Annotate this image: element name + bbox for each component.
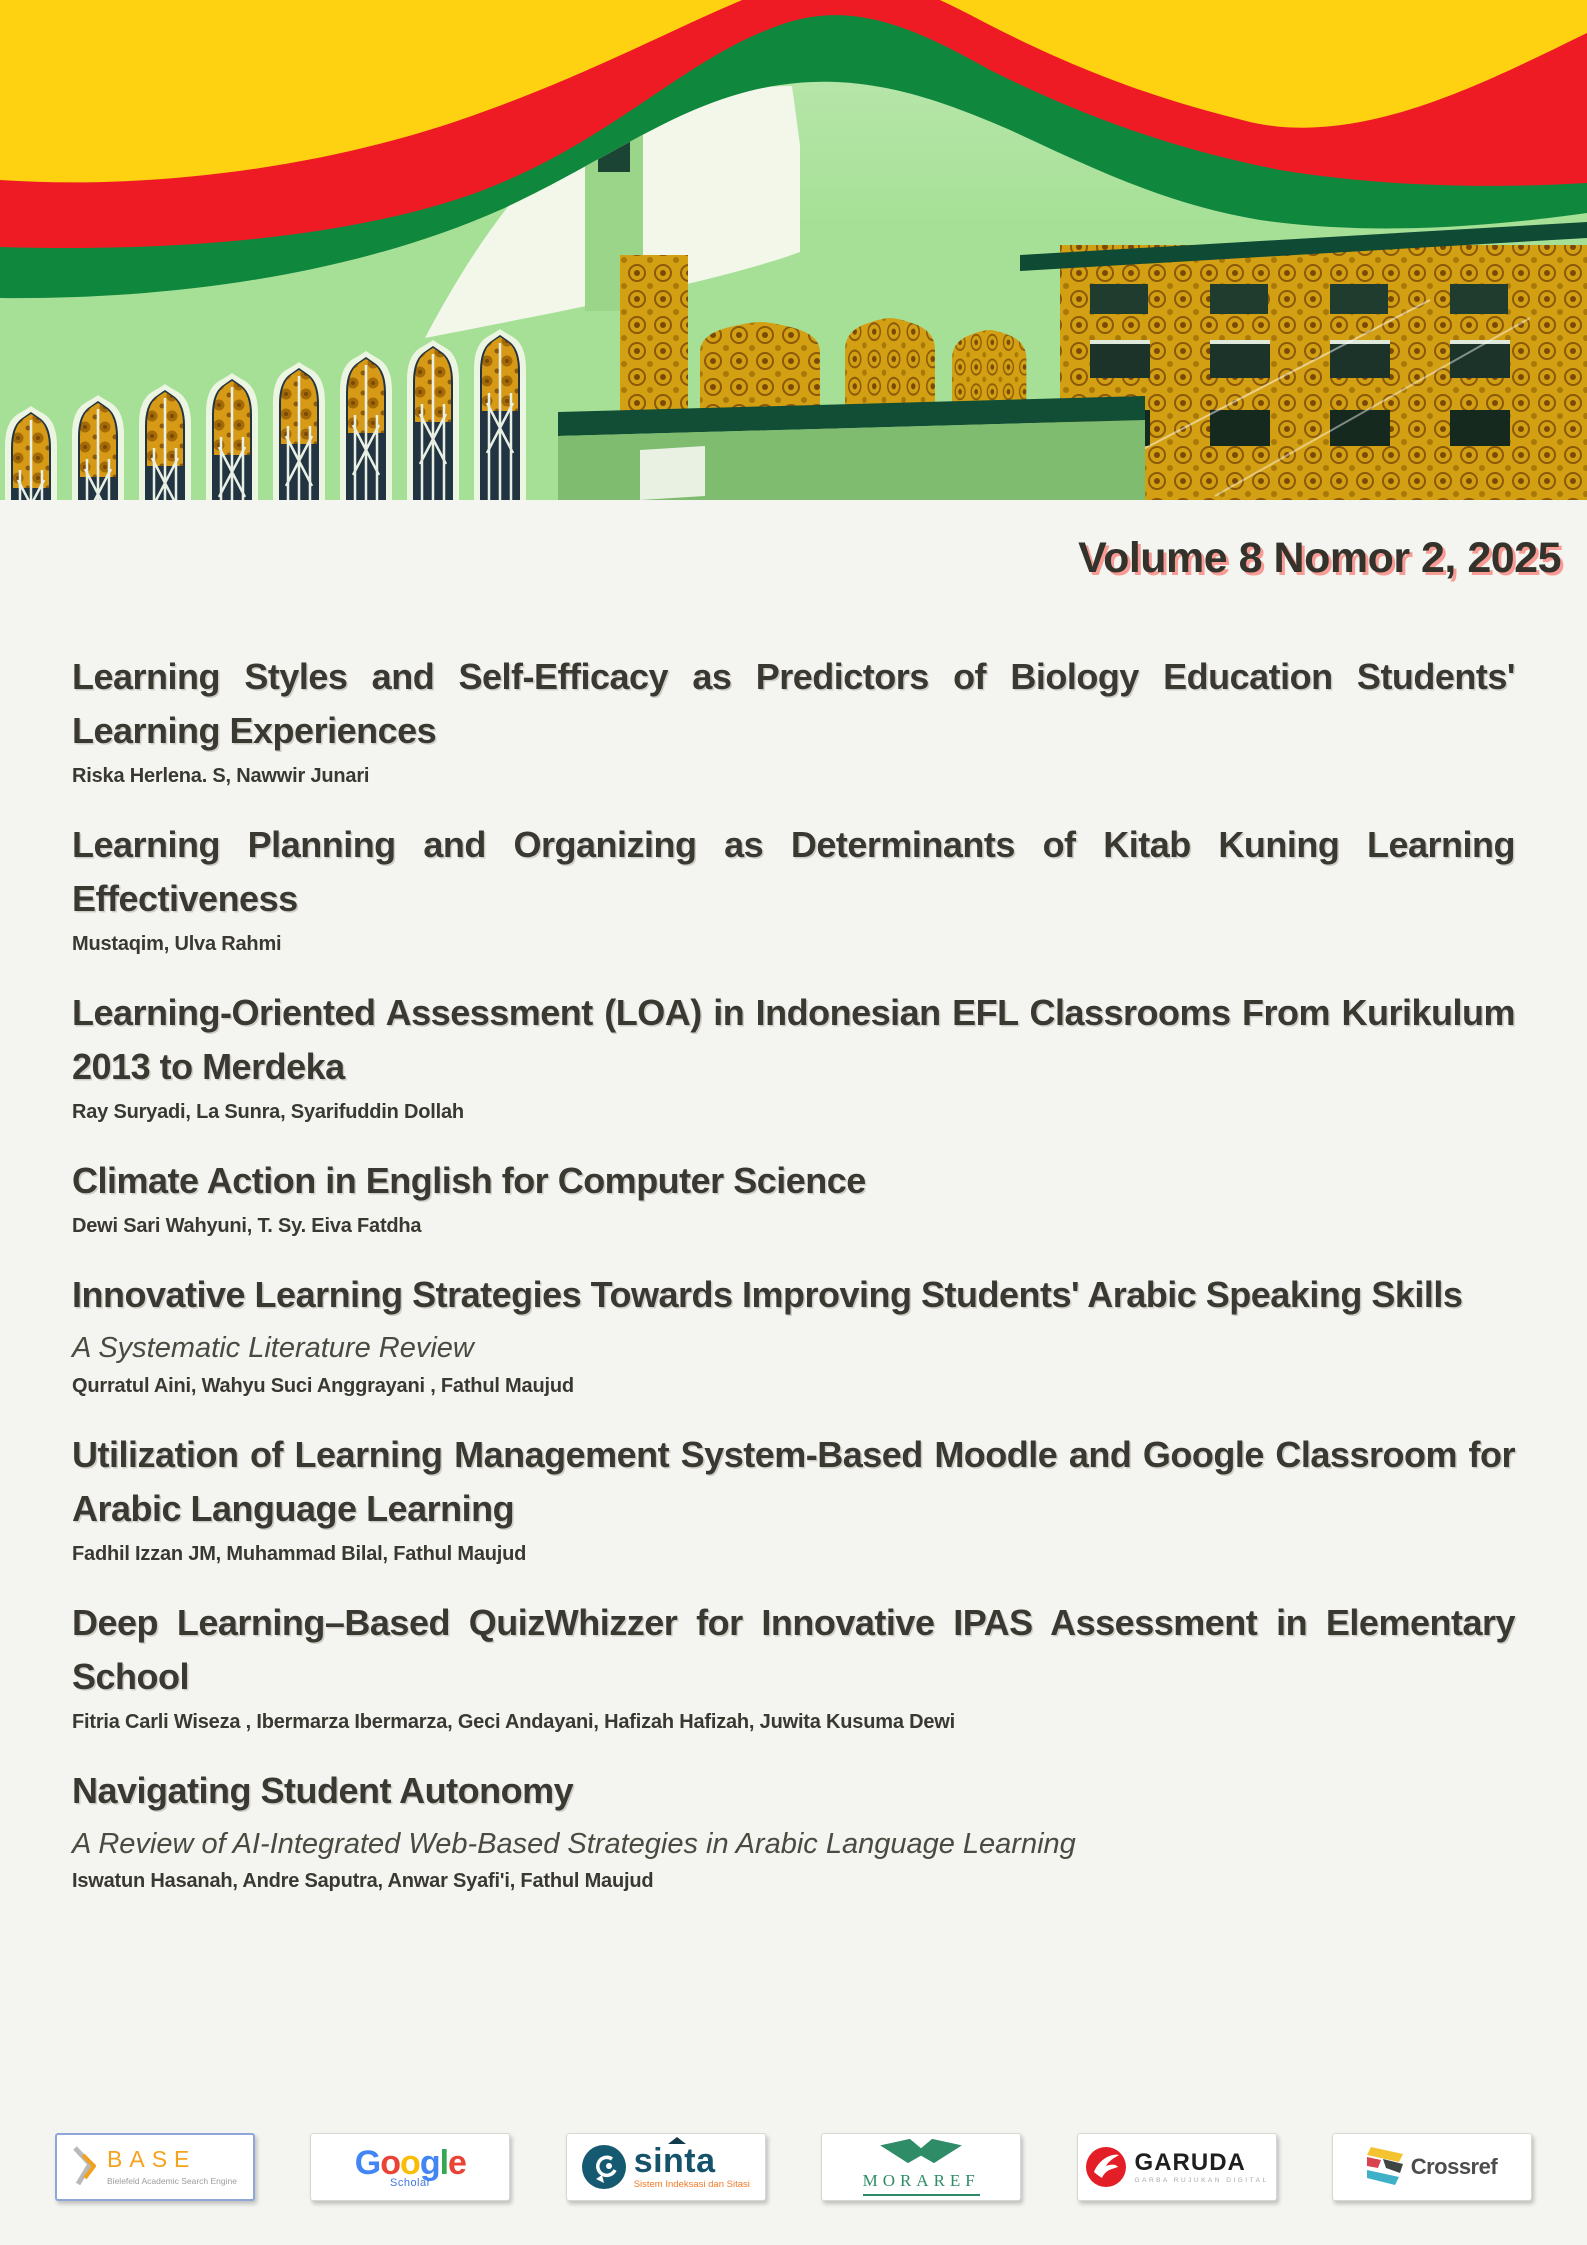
article-entry (72, 1154, 1515, 1238)
logo-google-scholar[interactable] (310, 2133, 510, 2201)
table-of-contents (72, 650, 1515, 1923)
google-letter: g (419, 2143, 440, 2182)
sinta-graduation-cap-icon (668, 2137, 686, 2144)
moraref-book-icon (875, 2138, 967, 2164)
article-title: Learning Planning and Organizing as Determinants of Kitab Kuning Learning Effectiveness (72, 824, 1515, 919)
article-entry (72, 650, 1515, 788)
garuda-tagline: GARBA RUJUKAN DIGITAL (1134, 2176, 1269, 2184)
article-entry (72, 1596, 1515, 1734)
logo-base[interactable] (55, 2133, 255, 2201)
article-title: Learning-Oriented Assessment (LOA) in Indonesian EFL Classrooms From Kurikulum 2013 to Merdeka (72, 992, 1515, 1087)
article-title: Navigating Student Autonomy (72, 1769, 574, 1811)
article-subtitle: A Systematic Literature Review (72, 1332, 474, 1364)
google-scholar-label: Scholar (389, 2176, 431, 2189)
article-authors: Mustaqim, Ulva Rahmi (72, 933, 282, 955)
base-tagline: Bielefeld Academic Search Engine (107, 2176, 237, 2186)
sinta-wordmark: sinta (633, 2142, 716, 2180)
article-authors: Qurratul Aini, Wahyu Suci Anggrayani , Fathul Maujud (72, 1374, 574, 1397)
google-letter: l (439, 2143, 449, 2182)
logo-crossref[interactable] (1332, 2133, 1532, 2201)
article-subtitle: A Review of AI-Integrated Web-Based Strategies in Arabic Language Learning (72, 1827, 1076, 1860)
article-authors: Fadhil Izzan JM, Muhammad Bilal, Fathul Maujud (72, 1542, 527, 1565)
google-wordmark (354, 2143, 466, 2182)
article-title: Deep Learning–Based QuizWhizzer for Innovative IPAS Assessment in Elementary School (72, 1601, 1515, 1697)
garuda-wordmark: GARUDA (1134, 2148, 1246, 2176)
issue-volume-label: Volume 8 Nomor 2, 2025 (1078, 534, 1561, 582)
article-entry (72, 986, 1515, 1124)
base-wordmark: BASE (107, 2146, 197, 2172)
base-chevron-icon (73, 2146, 99, 2188)
google-letter: G (354, 2143, 381, 2182)
sinta-tagline: Sistem Indeksasi dan Sitasi (633, 2179, 750, 2190)
crossref-chevrons-icon (1367, 2147, 1403, 2187)
indexing-logos-row (55, 2133, 1532, 2201)
google-letter: o (400, 2143, 420, 2182)
article-authors: Dewi Sari Wahyuni, T. Sy. Eiva Fatdha (72, 1215, 422, 1237)
google-letter: e (448, 2143, 466, 2182)
article-entry (72, 818, 1515, 956)
article-title: Utilization of Learning Management System-Based Moodle and Google Classroom for Arabic Language Learning (72, 1433, 1515, 1529)
garuda-bird-icon (1085, 2146, 1127, 2188)
article-authors: Iswatun Hasanah, Andre Saputra, Anwar Syafi'i, Fathul Maujud (72, 1870, 654, 1893)
article-entry (72, 1764, 1515, 1894)
crossref-wordmark: Crossref (1410, 2154, 1498, 2179)
moraref-wordmark: MORAREF (863, 2171, 980, 2196)
logo-moraref[interactable] (821, 2133, 1021, 2201)
article-authors: Fitria Carli Wiseza , Ibermarza Ibermarza, Geci Andayani, Hafizah Hafizah, Juwita Kusuma Dewi (72, 1710, 955, 1733)
sinta-chameleon-icon (582, 2145, 626, 2189)
article-entry (72, 1428, 1515, 1566)
cover-header-artwork (0, 0, 1587, 500)
logo-garuda[interactable] (1077, 2133, 1277, 2201)
article-authors: Ray Suryadi, La Sunra, Syarifuddin Dollah (72, 1101, 464, 1123)
article-title: Learning Styles and Self-Efficacy as Predictors of Biology Education Students' Learning Experiences (72, 656, 1515, 751)
logo-sinta[interactable] (566, 2133, 766, 2201)
article-title: Innovative Learning Strategies Towards Improving Students' Arabic Speaking Skills (72, 1274, 1463, 1315)
article-entry (72, 1268, 1515, 1398)
article-title: Climate Action in English for Computer Science (72, 1160, 866, 1201)
article-authors: Riska Herlena. S, Nawwir Junari (72, 765, 370, 787)
google-letter: o (380, 2143, 401, 2182)
